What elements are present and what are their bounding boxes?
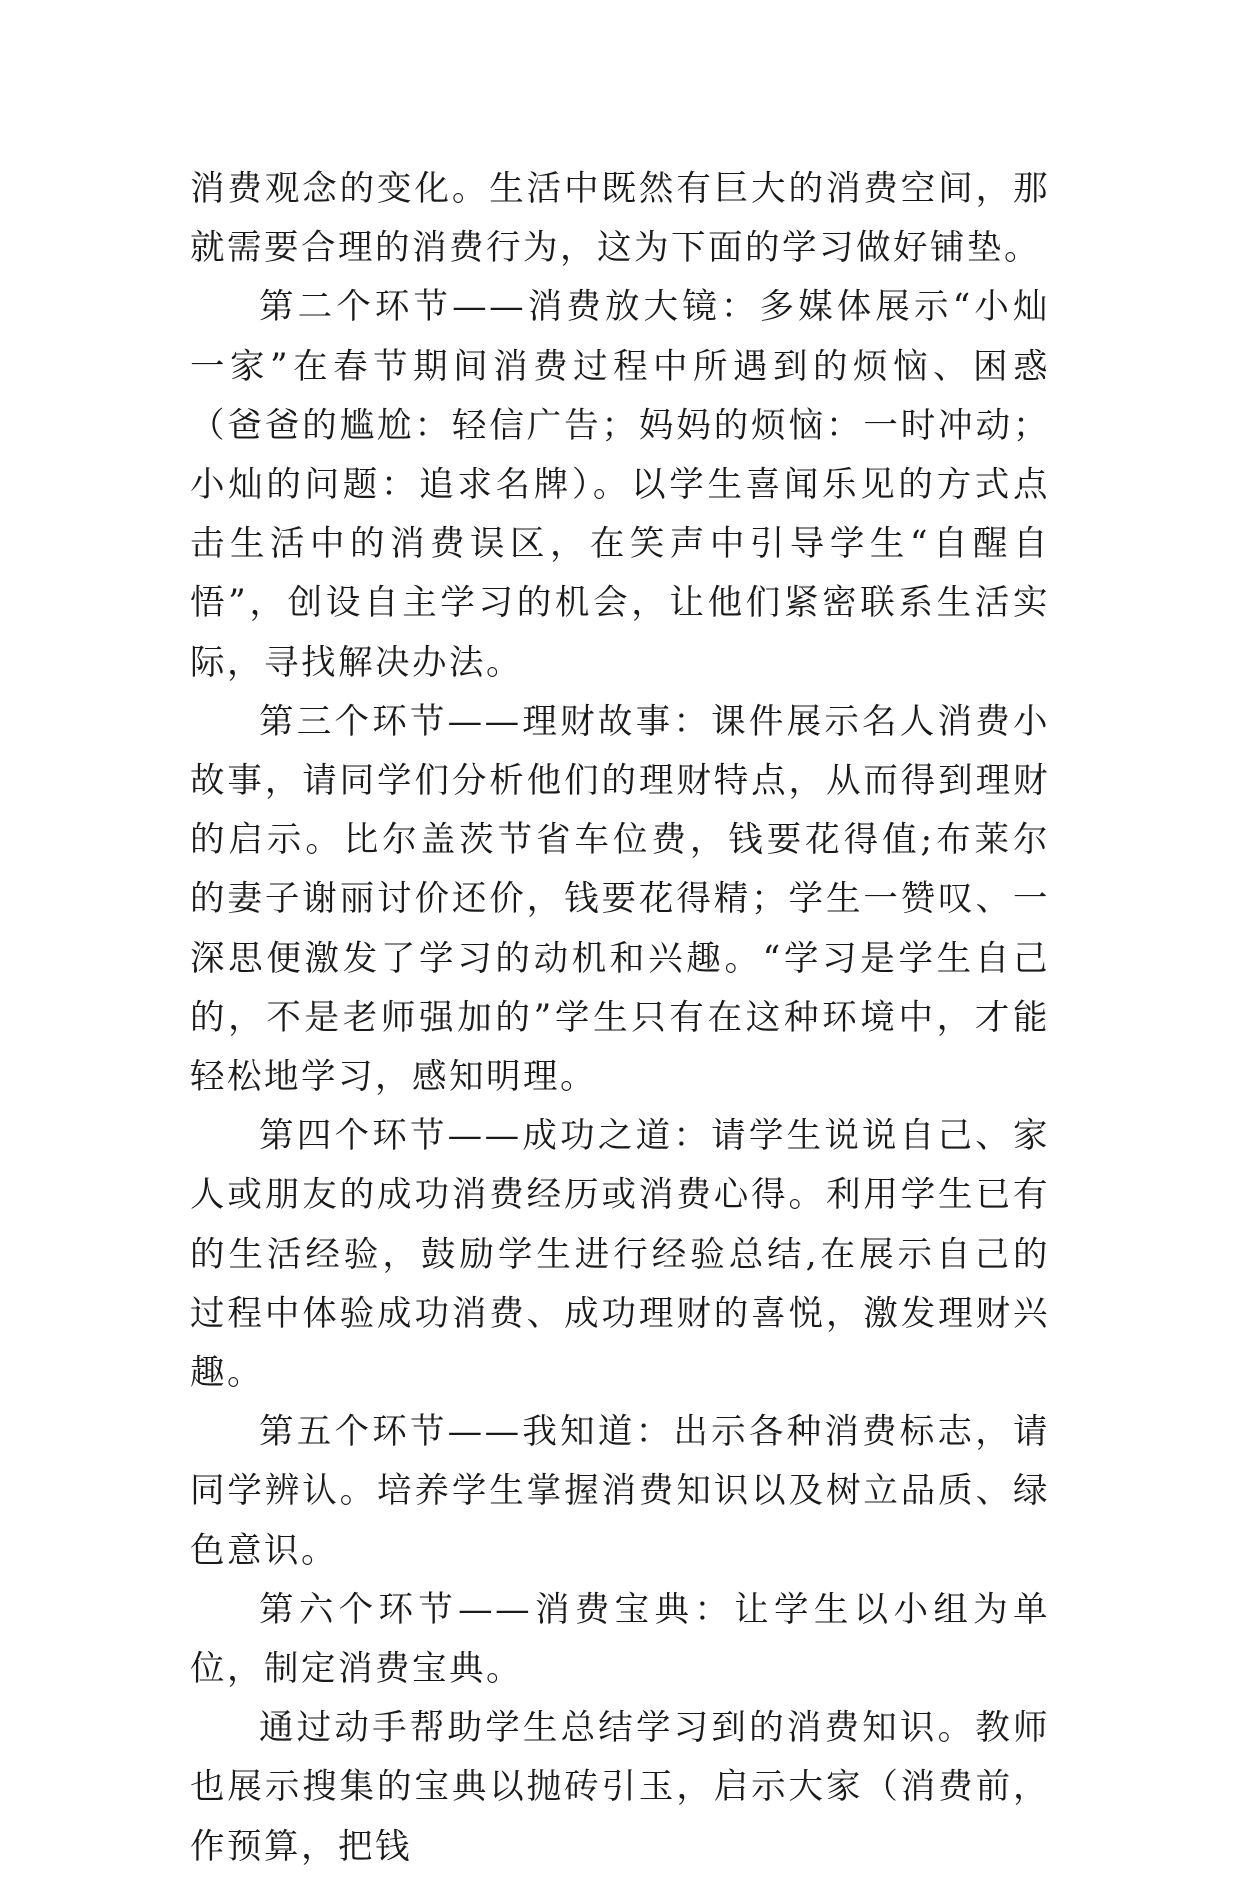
paragraph-6: 第六个环节——消费宝典：让学生以小组为单位，制定消费宝典。 [190, 1589, 1050, 1690]
paragraph-4: 第四个环节——成功之道：请学生说说自己、家人或朋友的成功消费经历或消费心得。利用学生已有的生活经验，鼓励学生进行经验总结,在展示自己的过程中体验成功消费、成功理财的喜悦，激发理财兴趣。 [190, 1116, 1050, 1394]
paragraph-7: 通过动手帮助学生总结学习到的消费知识。教师也展示搜集的宝典以抛砖引玉，启示大家（消费前，作预算，把钱 [190, 1708, 1050, 1867]
paragraph-5: 第五个环节——我知道：出示各种消费标志，请同学辨认。培养学生掌握消费知识以及树立品质、绿色意识。 [190, 1412, 1050, 1571]
paragraph-2: 第二个环节——消费放大镜：多媒体展示“小灿一家”在春节期间消费过程中所遇到的烦恼、困惑（爸爸的尴尬：轻信广告；妈妈的烦恼：一时冲动；小灿的问题：追求名牌）。以学生喜闻乐见的方式点击生活中的消费误区，在笑声中引导学生“自醒自悟”，创设自主学习的机会，让他们紧密联系生活实际，寻找解决办法。 [190, 287, 1050, 683]
body-text [190, 160, 1050, 1877]
paragraph-3: 第三个环节——理财故事：课件展示名人消费小故事，请同学们分析他们的理财特点，从而得到理财的启示。比尔盖茨节省车位费，钱要花得值;布莱尔的妻子谢丽讨价还价，钱要花得精；学生一赞叹、一深思便激发了学习的动机和兴趣。“学习是学生自己的，不是老师强加的”学生只有在这种环境中，才能轻松地学习，感知明理。 [190, 701, 1050, 1098]
paragraph-1: 消费观念的变化。生活中既然有巨大的消费空间，那就需要合理的消费行为，这为下面的学习做好铺垫。 [190, 169, 1050, 269]
